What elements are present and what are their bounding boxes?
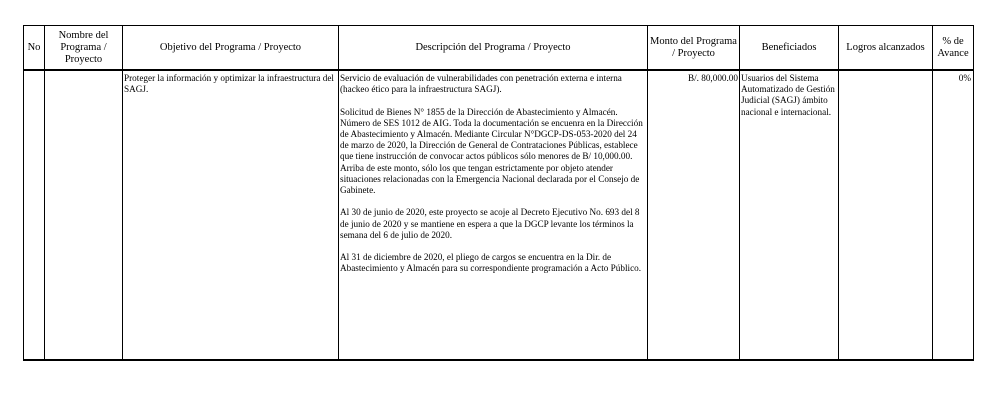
cell-objetivo — [123, 70, 339, 360]
header-descripcion: Descripción del Programa / Proyecto — [339, 26, 648, 71]
descripcion-paragraph: Servicio de evaluación de vulnerabilidades con penetración externa e interna (hackeo ético para la infraestructura SAGJ). — [340, 73, 622, 95]
avance-value: 0% — [958, 73, 971, 83]
header-beneficiados: Beneficiados — [740, 26, 839, 71]
header-logros: Logros alcanzados — [839, 26, 933, 71]
descripcion-paragraph: Al 30 de junio de 2020, este proyecto se acoje al Decreto Ejecutivo No. 693 del 8 de junio de 2020 y se mantiene en espera a que la DGCP levante los términos la semana del 6 de julio de 2020. — [340, 207, 640, 240]
header-row — [24, 26, 974, 71]
cell-nombre — [45, 70, 123, 360]
table-row — [24, 70, 974, 360]
header-no: No — [24, 26, 45, 71]
cell-no — [24, 70, 45, 360]
descripcion-paragraph: Al 31 de diciembre de 2020, el pliego de cargos se encuentra en la Dir. de Abastecimiento y Almacén para su correspondiente programación a Acto Público. — [340, 252, 642, 274]
objetivo-text: Proteger la información y optimizar la infraestructura del SAGJ. — [124, 73, 334, 95]
beneficiados-text: Usuarios del Sistema Automatizado de Gestión Judicial (SAGJ) ámbito nacional e internacional. — [741, 73, 835, 117]
cell-beneficiados — [740, 70, 839, 360]
cell-monto — [648, 70, 740, 360]
header-nombre: Nombre del Programa / Proyecto — [45, 26, 123, 71]
cell-logros — [839, 70, 933, 360]
header-objetivo: Objetivo del Programa / Proyecto — [123, 26, 339, 71]
header-monto: Monto del Programa / Proyecto — [648, 26, 740, 71]
header-avance: % de Avance — [933, 26, 974, 71]
descripcion-paragraph: Solicitud de Bienes N° 1855 de la Dirección de Abastecimiento y Almacén. Número de SES 1012 de AIG. Toda la documentación se encuenra en la Dirección de Abastecimiento y Almacén. Mediante Circular N°DGCP-DS-053-2020 del 24 de marzo de 2020, la Dirección de General de Contrataciones Públicas, establece que tiene instrucción de convocar actos públicos sólo menores de B/ 10,000.00. Arriba de este monto, sólo los que tengan estrictamente por objeto atender situaciones relacionadas con la Emergencia Nacional declarada por el Consejo de Gabinete. — [340, 106, 643, 196]
monto-value: B/. 80,000.00 — [687, 73, 738, 83]
cell-avance — [933, 70, 974, 360]
cell-descripcion — [339, 70, 648, 360]
projects-table — [23, 25, 974, 361]
